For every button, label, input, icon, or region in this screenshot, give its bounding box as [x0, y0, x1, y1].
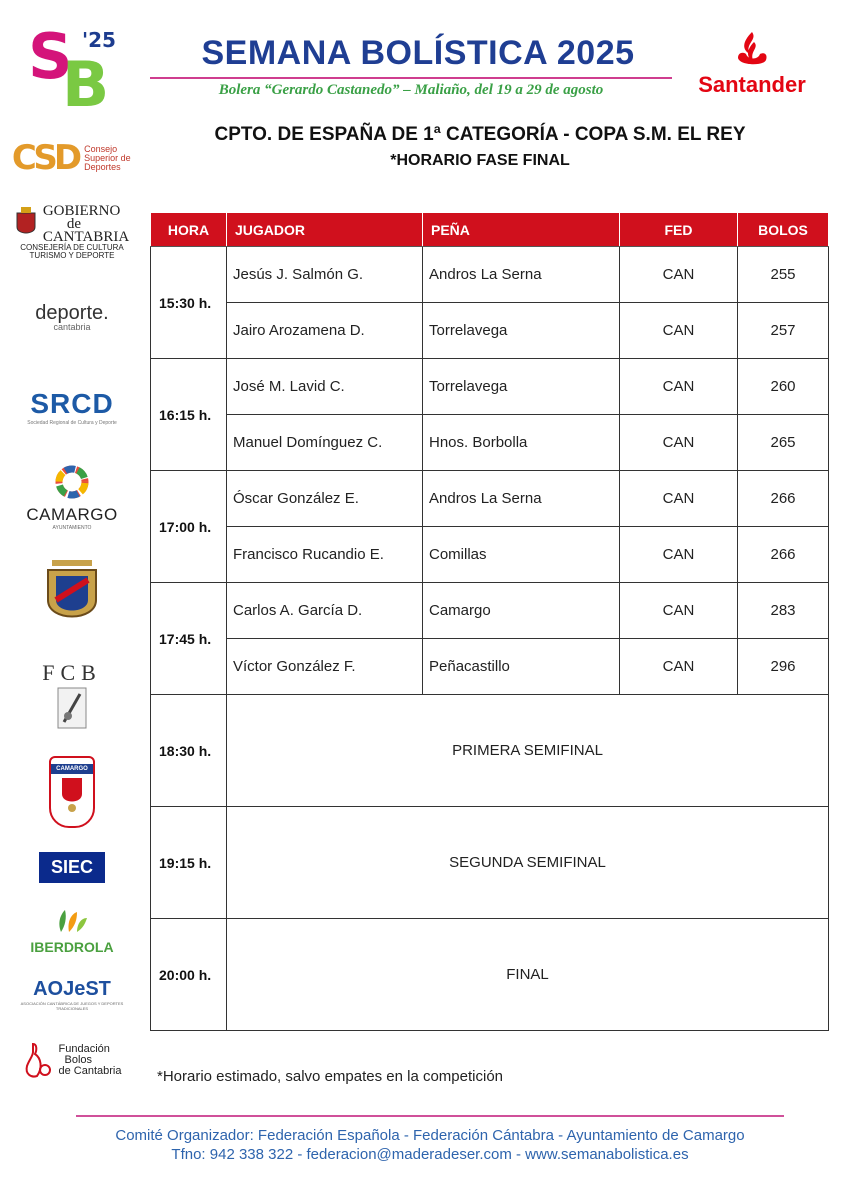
footer-contact: Tfno: 942 338 322 - federacion@maderadeser.com - www.semanabolistica.es	[171, 1146, 689, 1163]
aojest-sub: ASOCIACIÓN CANTÁBRICA DE JUEGOS Y DEPORTES TRADICIONALES	[20, 1001, 124, 1011]
fundacion-bolos-logo	[8, 1040, 136, 1080]
csd-text: Consejo Superior de Deportes	[84, 143, 131, 172]
fed-cell: CAN	[620, 303, 738, 359]
camargo-sub: AYUNTAMIENTO	[52, 525, 92, 531]
table-row	[151, 303, 829, 359]
page-title: SEMANA BOLÍSTICA 2025	[201, 34, 635, 72]
championship-heading: CPTO. DE ESPAÑA DE 1ª CATEGORÍA - COPA S.M. EL REY	[214, 124, 746, 145]
logo-letter-s: S	[28, 20, 73, 93]
flame-icon	[734, 30, 770, 70]
club-cell: Torrelavega	[423, 359, 620, 415]
gobierno-sub1: CONSEJERÍA DE CULTURA	[20, 243, 124, 252]
fed-cell: CAN	[620, 359, 738, 415]
fed-cell: CAN	[620, 247, 738, 303]
event-row	[151, 919, 829, 1031]
event-cell: PRIMERA SEMIFINAL	[227, 695, 829, 807]
iberdrola-logo	[8, 908, 136, 955]
player-cell: Manuel Domínguez C.	[227, 415, 423, 471]
logo-year: '25	[82, 28, 116, 52]
player-cell: Jesús J. Salmón G.	[227, 247, 423, 303]
fed-cell: CAN	[620, 415, 738, 471]
event-row	[151, 695, 829, 807]
player-cell: Óscar González E.	[227, 471, 423, 527]
header-fed: FED	[620, 213, 738, 247]
table-row	[151, 359, 829, 415]
club-cell: Torrelavega	[423, 303, 620, 359]
srcd-logo	[8, 388, 136, 426]
pena-camargo-logo	[8, 756, 136, 828]
fcb-logo	[8, 660, 136, 735]
fed-cell: CAN	[620, 471, 738, 527]
table-row	[151, 583, 829, 639]
fed-cell: CAN	[620, 527, 738, 583]
csd-mark: CSD	[11, 138, 79, 178]
deporte-cantabria-logo	[8, 302, 136, 332]
player-cell: Carlos A. García D.	[227, 583, 423, 639]
bolos-cell: 260	[738, 359, 829, 415]
gobierno-line2: de	[66, 216, 82, 232]
shield-icon	[57, 774, 87, 814]
table-row	[151, 639, 829, 695]
player-cell: José M. Lavid C.	[227, 359, 423, 415]
srcd-name: SRCD	[30, 388, 114, 419]
table-row	[151, 471, 829, 527]
csd-logo	[8, 138, 136, 184]
table-row	[151, 527, 829, 583]
club-cell: Comillas	[423, 527, 620, 583]
bolos-cell: 257	[738, 303, 829, 359]
club-cell: Andros La Serna	[423, 247, 620, 303]
bolos-cell: 283	[738, 583, 829, 639]
deporte-sub: cantabria	[53, 322, 91, 332]
fundacion-line2: Bolos	[64, 1053, 93, 1066]
santander-logo	[690, 30, 814, 100]
player-cell: Jairo Arozamena D.	[227, 303, 423, 359]
header-hora: HORA	[151, 213, 227, 247]
leaves-icon	[55, 908, 89, 934]
semana-bolistica-logo	[28, 20, 120, 121]
coat-of-arms-icon	[15, 205, 37, 239]
siec-name: SIEC	[39, 852, 105, 883]
siec-logo	[8, 852, 136, 883]
pena-camargo-name: CAMARGO	[51, 764, 93, 774]
aojest-name: AOJeST	[33, 978, 111, 1000]
title-divider	[150, 77, 672, 79]
iberdrola-name: IBERDROLA	[30, 939, 114, 955]
fundacion-line3: de Cantabria	[58, 1064, 122, 1077]
time-cell: 15:30 h.	[151, 247, 227, 359]
camargo-ayuntamiento-logo	[8, 464, 136, 531]
bolos-cell: 255	[738, 247, 829, 303]
event-row	[151, 807, 829, 919]
aojest-logo	[8, 978, 136, 1011]
gobierno-sub2: TURISMO Y DEPORTE	[29, 251, 115, 260]
bolo-figure-icon	[23, 1040, 55, 1080]
table-header-row	[151, 213, 829, 247]
camargo-crest-logo	[8, 556, 136, 637]
table-row	[151, 247, 829, 303]
schedule-note: *Horario estimado, salvo empates en la competición	[157, 1068, 504, 1085]
club-cell: Hnos. Borbolla	[423, 415, 620, 471]
bolos-cell: 266	[738, 471, 829, 527]
club-cell: Camargo	[423, 583, 620, 639]
gobierno-cantabria-logo	[8, 205, 136, 265]
time-cell: 16:15 h.	[151, 359, 227, 471]
deporte-name: deporte.	[35, 302, 109, 324]
header-bolos: BOLOS	[738, 213, 829, 247]
header-jugador: JUGADOR	[227, 213, 423, 247]
player-cell: Víctor González F.	[227, 639, 423, 695]
bolos-cell: 265	[738, 415, 829, 471]
time-cell: 19:15 h.	[151, 807, 227, 919]
time-cell: 20:00 h.	[151, 919, 227, 1031]
club-cell: Andros La Serna	[423, 471, 620, 527]
bolos-pin-icon	[54, 686, 90, 730]
schedule-heading: *HORARIO FASE FINAL	[390, 152, 570, 169]
player-cell: Francisco Rucandio E.	[227, 527, 423, 583]
page-subtitle: Bolera “Gerardo Castanedo” – Maliaño, del 19 a 29 de agosto	[218, 82, 604, 98]
sponsor-name: Santander	[698, 72, 806, 97]
footer-divider	[76, 1115, 784, 1117]
fed-cell: CAN	[620, 583, 738, 639]
schedule-table	[150, 212, 829, 1031]
time-cell: 17:00 h.	[151, 471, 227, 583]
camargo-ring-icon	[54, 464, 90, 500]
crest-icon	[42, 556, 102, 632]
gobierno-line1: GOBIERNO	[42, 203, 121, 219]
event-cell: FINAL	[227, 919, 829, 1031]
logo-letter-b: B	[62, 48, 110, 121]
footer-organizers: Comité Organizador: Federación Española - Federación Cántabra - Ayuntamiento de Camargo	[115, 1127, 745, 1144]
bolos-cell: 296	[738, 639, 829, 695]
fcb-name: FCB	[42, 660, 102, 685]
time-cell: 17:45 h.	[151, 583, 227, 695]
bolos-cell: 266	[738, 527, 829, 583]
header-pena: PEÑA	[423, 213, 620, 247]
table-row	[151, 415, 829, 471]
event-cell: SEGUNDA SEMIFINAL	[227, 807, 829, 919]
gobierno-line3: CANTABRIA	[42, 229, 130, 245]
fed-cell: CAN	[620, 639, 738, 695]
time-cell: 18:30 h.	[151, 695, 227, 807]
camargo-name: CAMARGO	[26, 505, 118, 524]
club-cell: Peñacastillo	[423, 639, 620, 695]
srcd-sub: Sociedad Regional de Cultura y Deporte	[27, 420, 117, 426]
fundacion-line1: Fundación	[58, 1042, 110, 1055]
